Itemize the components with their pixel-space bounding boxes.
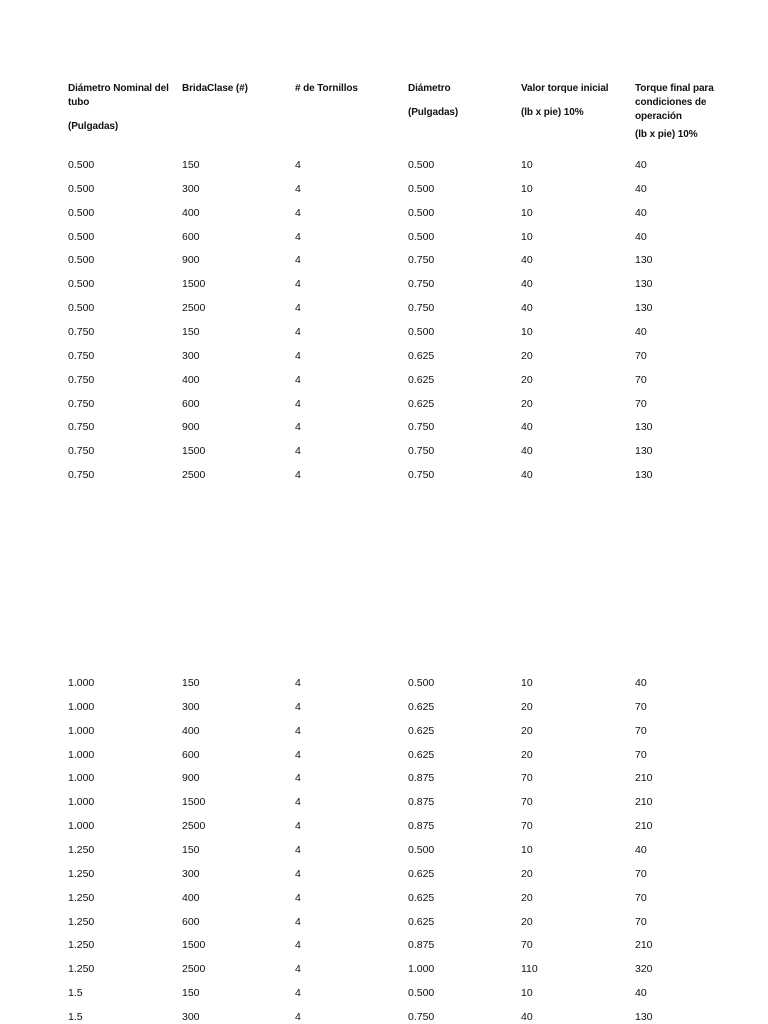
table-cell: 4 bbox=[295, 1010, 301, 1023]
table-cell: 300 bbox=[182, 349, 200, 362]
table-cell: 0.500 bbox=[408, 206, 435, 219]
table-row bbox=[0, 252, 768, 268]
table-cell: 40 bbox=[635, 159, 647, 171]
table-cell: 900 bbox=[182, 772, 200, 785]
table-cell: 0.750 bbox=[68, 373, 95, 386]
table-cell: 4 bbox=[295, 700, 301, 713]
table-cell: 0.500 bbox=[408, 843, 435, 856]
table-cell: 0.750 bbox=[408, 302, 435, 315]
table-cell: 4 bbox=[295, 843, 301, 856]
table-cell: 1.5 bbox=[68, 987, 83, 1000]
table-cell: 400 bbox=[182, 891, 200, 904]
table-cell: 0.625 bbox=[408, 700, 435, 713]
table-cell: 4 bbox=[295, 159, 301, 171]
table-cell: 400 bbox=[182, 724, 200, 737]
table-cell: 0.625 bbox=[408, 349, 435, 362]
table-cell: 10 bbox=[521, 325, 533, 338]
table-cell: 40 bbox=[521, 421, 533, 434]
table-cell: 0.750 bbox=[408, 421, 435, 434]
table-cell: 20 bbox=[521, 724, 533, 737]
table-cell: 70 bbox=[521, 772, 533, 785]
table-cell: 0.750 bbox=[68, 469, 95, 482]
header-nominal-diameter bbox=[68, 82, 176, 134]
table-row bbox=[0, 842, 768, 858]
header-label: Diámetro Nominal del tubo bbox=[68, 83, 169, 108]
table-cell: 2500 bbox=[182, 820, 206, 833]
table-row bbox=[0, 699, 768, 715]
table-cell: 4 bbox=[295, 891, 301, 904]
table-cell: 70 bbox=[635, 867, 647, 880]
table-cell: 4 bbox=[295, 302, 301, 315]
table-cell: 10 bbox=[521, 987, 533, 1000]
table-row bbox=[0, 300, 768, 316]
table-cell: 4 bbox=[295, 915, 301, 928]
table-cell: 210 bbox=[635, 939, 653, 952]
table-cell: 70 bbox=[521, 796, 533, 809]
table-cell: 10 bbox=[521, 230, 533, 243]
table-cell: 0.750 bbox=[408, 1010, 435, 1023]
table-row bbox=[0, 914, 768, 930]
table-cell: 0.500 bbox=[68, 230, 95, 243]
table-cell: 150 bbox=[182, 843, 200, 856]
table-row bbox=[0, 770, 768, 786]
table-cell: 0.625 bbox=[408, 748, 435, 761]
table-cell: 4 bbox=[295, 206, 301, 219]
table-cell: 130 bbox=[635, 445, 653, 458]
header-bolt-diameter bbox=[408, 82, 516, 120]
table-cell: 70 bbox=[635, 700, 647, 713]
table-cell: 4 bbox=[295, 772, 301, 785]
table-cell: 0.750 bbox=[68, 445, 95, 458]
table-cell: 600 bbox=[182, 915, 200, 928]
table-cell: 4 bbox=[295, 867, 301, 880]
table-cell: 0.625 bbox=[408, 867, 435, 880]
header-flange-class bbox=[182, 82, 290, 96]
table-cell: 70 bbox=[635, 724, 647, 737]
table-cell: 0.500 bbox=[408, 677, 435, 689]
table-cell: 130 bbox=[635, 278, 653, 291]
table-cell: 10 bbox=[521, 159, 533, 171]
table-cell: 4 bbox=[295, 278, 301, 291]
table-row bbox=[0, 181, 768, 197]
table-cell: 0.625 bbox=[408, 724, 435, 737]
header-label: # de Tornillos bbox=[295, 83, 358, 94]
table-cell: 600 bbox=[182, 230, 200, 243]
table-cell: 130 bbox=[635, 254, 653, 267]
table-cell: 110 bbox=[521, 963, 538, 976]
table-cell: 40 bbox=[521, 445, 533, 458]
table-cell: 0.500 bbox=[408, 325, 435, 338]
header-label: BridaClase (#) bbox=[182, 83, 248, 94]
table-cell: 4 bbox=[295, 677, 301, 689]
table-cell: 0.500 bbox=[68, 182, 95, 195]
table-row bbox=[0, 818, 768, 834]
table-cell: 0.875 bbox=[408, 772, 435, 785]
table-cell: 1500 bbox=[182, 278, 206, 291]
table-cell: 1.000 bbox=[68, 796, 95, 809]
table-cell: 2500 bbox=[182, 302, 206, 315]
table-cell: 0.500 bbox=[68, 206, 95, 219]
table-cell: 20 bbox=[521, 349, 533, 362]
table-cell: 40 bbox=[521, 278, 533, 291]
header-initial-torque bbox=[521, 82, 629, 120]
table-cell: 1.250 bbox=[68, 891, 95, 904]
table-cell: 0.875 bbox=[408, 939, 435, 952]
table-cell: 4 bbox=[295, 987, 301, 1000]
table-cell: 70 bbox=[635, 748, 647, 761]
table-row bbox=[0, 985, 768, 1001]
table-cell: 40 bbox=[635, 987, 647, 1000]
table-row bbox=[0, 348, 768, 364]
table-cell: 70 bbox=[635, 891, 647, 904]
table-cell: 1.000 bbox=[68, 772, 95, 785]
table-cell: 1.000 bbox=[68, 724, 95, 737]
table-cell: 1.000 bbox=[68, 820, 95, 833]
table-cell: 20 bbox=[521, 700, 533, 713]
table-cell: 1.000 bbox=[408, 963, 435, 976]
table-cell: 900 bbox=[182, 254, 200, 267]
table-row bbox=[0, 1009, 768, 1024]
table-row bbox=[0, 794, 768, 810]
table-cell: 4 bbox=[295, 469, 301, 482]
table-cell: 4 bbox=[295, 939, 301, 952]
table-cell: 0.625 bbox=[408, 891, 435, 904]
table-row bbox=[0, 747, 768, 763]
table-cell: 1.250 bbox=[68, 867, 95, 880]
table-cell: 4 bbox=[295, 421, 301, 434]
table-cell: 4 bbox=[295, 325, 301, 338]
table-cell: 40 bbox=[521, 469, 533, 482]
header-final-torque bbox=[635, 82, 743, 142]
table-row bbox=[0, 937, 768, 953]
table-cell: 40 bbox=[635, 325, 647, 338]
table-cell: 0.750 bbox=[408, 445, 435, 458]
table-cell: 4 bbox=[295, 796, 301, 809]
table-row bbox=[0, 443, 768, 459]
table-cell: 20 bbox=[521, 373, 533, 386]
table-cell: 320 bbox=[635, 963, 653, 976]
table-cell: 2500 bbox=[182, 963, 206, 976]
table-cell: 1.250 bbox=[68, 843, 95, 856]
table-cell: 4 bbox=[295, 724, 301, 737]
table-cell: 70 bbox=[635, 397, 647, 410]
table-cell: 2500 bbox=[182, 469, 206, 482]
table-cell: 40 bbox=[635, 843, 647, 856]
table-cell: 70 bbox=[635, 915, 647, 928]
table-row bbox=[0, 961, 768, 977]
table-cell: 0.750 bbox=[408, 469, 435, 482]
table-row bbox=[0, 419, 768, 435]
table-cell: 20 bbox=[521, 915, 533, 928]
table-row bbox=[0, 372, 768, 388]
table-cell: 1500 bbox=[182, 445, 206, 458]
table-cell: 0.750 bbox=[68, 421, 95, 434]
table-cell: 300 bbox=[182, 700, 200, 713]
table-cell: 130 bbox=[635, 302, 653, 315]
table-cell: 4 bbox=[295, 820, 301, 833]
table-cell: 0.750 bbox=[408, 254, 435, 267]
table-cell: 40 bbox=[635, 206, 647, 219]
table-cell: 70 bbox=[635, 373, 647, 386]
table-cell: 0.500 bbox=[408, 987, 435, 1000]
table-row bbox=[0, 324, 768, 340]
table-cell: 1.000 bbox=[68, 700, 95, 713]
table-cell: 600 bbox=[182, 748, 200, 761]
table-cell: 40 bbox=[635, 230, 647, 243]
table-cell: 150 bbox=[182, 325, 200, 338]
table-cell: 0.750 bbox=[68, 349, 95, 362]
table-cell: 600 bbox=[182, 397, 200, 410]
table-cell: 0.875 bbox=[408, 820, 435, 833]
table-cell: 0.750 bbox=[68, 397, 95, 410]
table-row bbox=[0, 205, 768, 221]
table-cell: 4 bbox=[295, 230, 301, 243]
table-cell: 20 bbox=[521, 748, 533, 761]
table-cell: 4 bbox=[295, 182, 301, 195]
table-cell: 1.5 bbox=[68, 1010, 83, 1023]
header-label: Valor torque inicial bbox=[521, 83, 609, 94]
table-row bbox=[0, 890, 768, 906]
table-cell: 40 bbox=[521, 254, 533, 267]
table-cell: 300 bbox=[182, 867, 200, 880]
table-cell: 10 bbox=[521, 843, 533, 856]
header-label: Torque final para condiciones de operación bbox=[635, 83, 714, 122]
table-cell: 210 bbox=[635, 820, 653, 833]
table-cell: 70 bbox=[635, 349, 647, 362]
table-cell: 70 bbox=[521, 939, 533, 952]
table-cell: 20 bbox=[521, 891, 533, 904]
table-cell: 0.750 bbox=[408, 278, 435, 291]
table-cell: 0.625 bbox=[408, 373, 435, 386]
table-cell: 1.000 bbox=[68, 748, 95, 761]
table-cell: 0.500 bbox=[408, 159, 435, 171]
table-cell: 4 bbox=[295, 397, 301, 410]
table-cell: 130 bbox=[635, 469, 653, 482]
table-cell: 900 bbox=[182, 421, 200, 434]
table-cell: 4 bbox=[295, 963, 301, 976]
table-cell: 1500 bbox=[182, 939, 206, 952]
table-row bbox=[0, 157, 768, 173]
table-cell: 0.500 bbox=[68, 254, 95, 267]
table-cell: 0.875 bbox=[408, 796, 435, 809]
table-cell: 300 bbox=[182, 1010, 200, 1023]
header-bolt-count bbox=[295, 82, 403, 96]
table-cell: 150 bbox=[182, 159, 200, 171]
table-cell: 150 bbox=[182, 987, 200, 1000]
table-cell: 1500 bbox=[182, 796, 206, 809]
table-row bbox=[0, 467, 768, 483]
table-row bbox=[0, 229, 768, 245]
table-cell: 400 bbox=[182, 206, 200, 219]
table-cell: 0.500 bbox=[68, 302, 95, 315]
table-cell: 0.500 bbox=[68, 159, 95, 171]
table-cell: 4 bbox=[295, 445, 301, 458]
table-cell: 70 bbox=[521, 820, 533, 833]
table-cell: 1.250 bbox=[68, 939, 95, 952]
table-cell: 20 bbox=[521, 397, 533, 410]
table-cell: 0.500 bbox=[408, 182, 435, 195]
table-cell: 210 bbox=[635, 796, 653, 809]
table-cell: 4 bbox=[295, 349, 301, 362]
table-cell: 400 bbox=[182, 373, 200, 386]
table-row bbox=[0, 276, 768, 292]
table-cell: 0.625 bbox=[408, 915, 435, 928]
table-cell: 40 bbox=[521, 302, 533, 315]
table-cell: 1.250 bbox=[68, 963, 95, 976]
table-row bbox=[0, 723, 768, 739]
table-cell: 40 bbox=[635, 182, 647, 195]
table-cell: 150 bbox=[182, 677, 200, 689]
table-row bbox=[0, 396, 768, 412]
table-cell: 300 bbox=[182, 182, 200, 195]
table-row bbox=[0, 675, 768, 691]
table-cell: 40 bbox=[635, 677, 647, 689]
header-unit: (lb x pie) 10% bbox=[635, 129, 698, 140]
table-cell: 40 bbox=[521, 1010, 533, 1023]
header-unit: (Pulgadas) bbox=[68, 121, 119, 132]
table-cell: 0.500 bbox=[408, 230, 435, 243]
header-unit: (lb x pie) 10% bbox=[521, 107, 584, 118]
table-cell: 130 bbox=[635, 1010, 653, 1023]
table-cell: 4 bbox=[295, 748, 301, 761]
table-cell: 20 bbox=[521, 867, 533, 880]
table-cell: 1.250 bbox=[68, 915, 95, 928]
table-cell: 10 bbox=[521, 677, 533, 689]
table-cell: 4 bbox=[295, 254, 301, 267]
table-row bbox=[0, 866, 768, 882]
table-cell: 0.500 bbox=[68, 278, 95, 291]
table-cell: 1.000 bbox=[68, 677, 95, 689]
table-cell: 0.625 bbox=[408, 397, 435, 410]
header-unit: (Pulgadas) bbox=[408, 107, 459, 118]
table-cell: 10 bbox=[521, 182, 533, 195]
table-cell: 130 bbox=[635, 421, 653, 434]
table-cell: 0.750 bbox=[68, 325, 95, 338]
header-label: Diámetro bbox=[408, 83, 451, 94]
table-cell: 210 bbox=[635, 772, 653, 785]
table-cell: 4 bbox=[295, 373, 301, 386]
table-cell: 10 bbox=[521, 206, 533, 219]
